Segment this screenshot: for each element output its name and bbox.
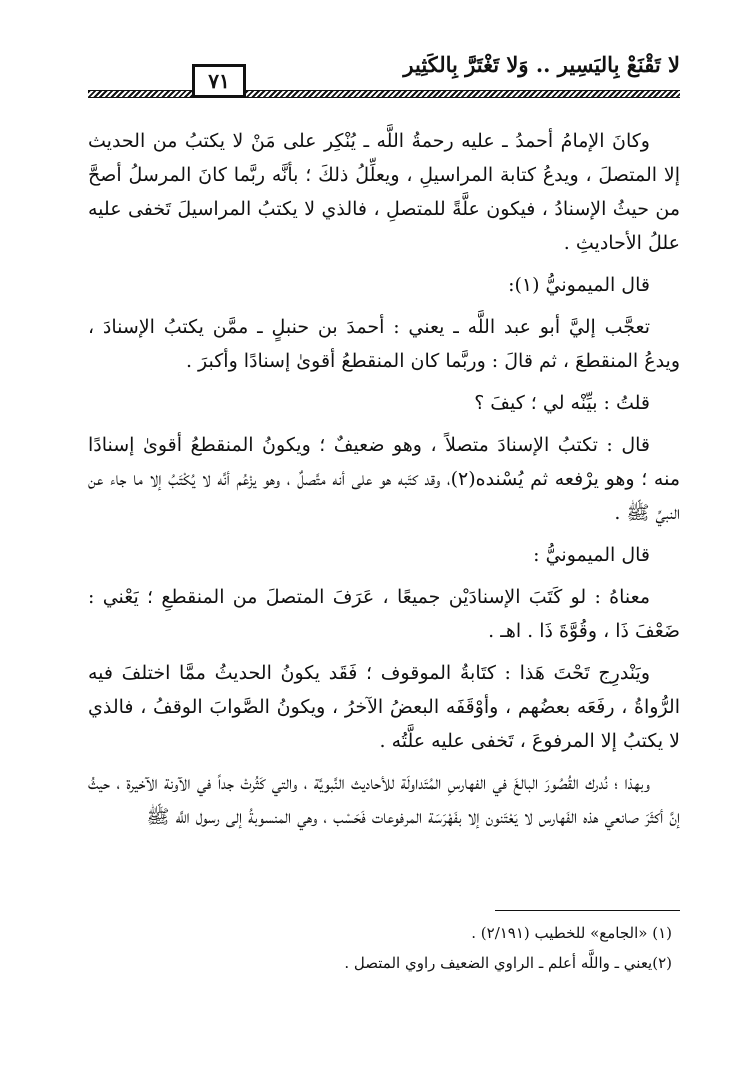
header-rule-right	[246, 90, 680, 98]
footnote: (٢)يعني ـ واللَّه أعلم ـ الراوي الضعيف راوي المتصل .	[344, 954, 672, 972]
footnotes	[88, 918, 680, 978]
paragraph-label: قال الميمونيُّ :	[533, 544, 650, 566]
paragraph: معناهُ : لو كَتَبَ الإسنادَيْن جميعًا ، عَرَفَ المتصلَ من المنقطعِ ؛ يَعْني : ضَعْفَ ذَا ، وقُوَّةَ ذَا . اهـ .	[88, 586, 680, 642]
footnote-separator	[495, 910, 680, 911]
running-header	[88, 48, 680, 108]
paragraph-label: قال الميمونيُّ (١):	[508, 274, 650, 296]
paragraph: تعجَّب إليَّ أبو عبد اللَّه ـ يعني : أحمدَ بن حنبلٍ ـ ممَّن يكتبُ الإسنادَ ، ويدعُ المنقطعَ ، ثم قالَ : وربَّما كان المنقطعُ أقوىٰ إسنادًا وأكبرَ .	[88, 316, 680, 372]
paragraph: وكانَ الإمامُ أحمدُ ـ عليه رحمةُ اللَّه ـ يُنْكِر على مَنْ لا يكتبُ من الحديث إلا المتصلَ ، ويدعُ كتابة المراسيلِ ، ويعلِّلُ ذلكَ ؛ بأنَّه ربَّما كانَ المرسلُ أصحَّ من حيثُ الإسنادُ ، فيكون علَّةً للمتصلِ ، فالذي لا يكتبُ المراسيلَ تَخفى عليه عللُ الأحاديثِ .	[88, 130, 680, 254]
paragraph: قلتُ : بيِّنْه لي ؛ كيفَ ؟	[474, 392, 650, 414]
paragraph: قال : تكتبُ الإسنادَ متصلاً ، وهو ضعيفٌ ؛ ويكونُ المنقطعُ أقوىٰ إسنادًا منه ؛ وهو يرْفعه ثم يُسْنده(٢)، وقد كتَبه هو على أنه متَّصلٌ ، وهو يزْعُم أنَّه لا يُكْتَبُ إلا ما جاء عن النبيِّ ﷺ .	[88, 434, 680, 524]
page-number: ٧١	[192, 64, 246, 98]
header-rule-left	[88, 90, 192, 98]
body-text	[88, 124, 680, 842]
paragraph: ويَنْدرِج تَحْتَ هَذا : كتَابةُ الموقوف ؛ فَقَد يكونُ الحديثُ ممَّا اختلفَ فيه الرُّواةُ ، رفَعَه بعضُهم ، وأوْقَفَه البعضُ الآخرُ ، ويكونُ الصَّوابَ الوقفُ ، فالذي لا يكتبُ إلا المرفوعَ ، تَخفى عليه علَّتُه .	[88, 662, 680, 752]
header-title: لا تَقْنَعْ بِاليَسِير .. وَلا تَغْتَرَّ بِالكَثِير	[403, 52, 680, 77]
footnote: (١) «الجامع» للخطيب (٢/١٩١) .	[471, 924, 672, 942]
paragraph: وبهذا ؛ نُدرك القُصُورَ البالغَ في الفهارسِ المُتَداولَة للأحاديث النَّبويَّة ، والتي كَثُرتْ جداً في الآونة الآخيرة ، حيثُ إنَّ أكثَرَ صانعي هذه الفَهارس لا يَعْتَنون إلا بفَهْرَسَة المرفوعات فَحَسْب ، وهي المنسوبةُ إلى رسول اللَّه ﷺ	[88, 772, 680, 828]
